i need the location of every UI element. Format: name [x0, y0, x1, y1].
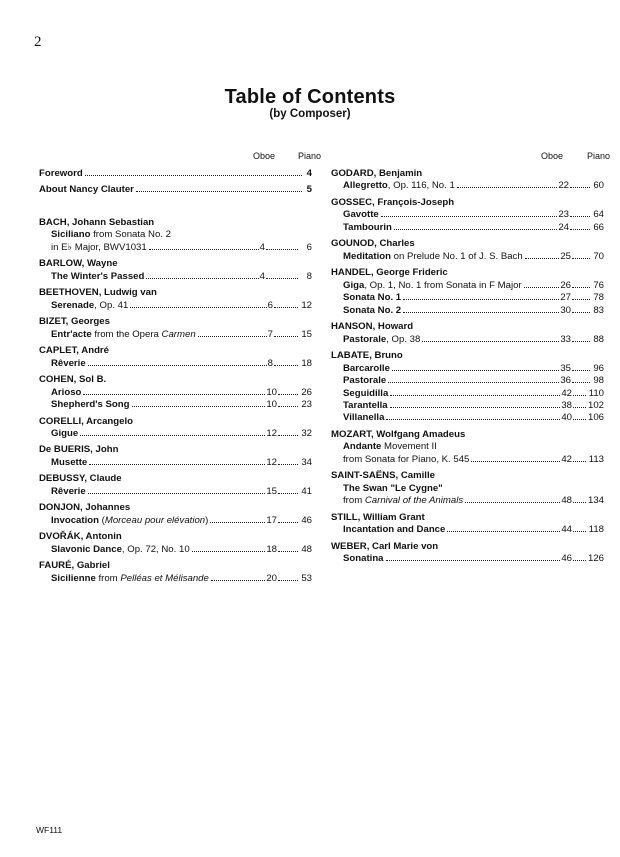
toc-entry[interactable]: Sonata No. 1 27 78 — [343, 292, 604, 304]
toc-entry[interactable]: Rêverie 15 41 — [51, 485, 312, 497]
composer-name: CAPLET, André — [39, 345, 110, 357]
section-gap — [39, 197, 312, 213]
toc-entry[interactable]: Gigue 12 32 — [51, 427, 312, 439]
toc-entry[interactable]: Villanella 40 106 — [343, 412, 604, 424]
toc-entry[interactable]: Entr'acte from the Opera Carmen 7 15 — [51, 328, 312, 340]
composer-name: MOZART, Wolfgang Amadeus — [331, 428, 466, 440]
toc-entry[interactable]: Serenade, Op. 41 6 12 — [51, 299, 312, 311]
right-col-piano-header: Piano — [587, 151, 611, 161]
toc-entry[interactable]: from Carnival of the Animals 48 134 — [343, 495, 604, 507]
toc-entry[interactable]: Slavonic Dance, Op. 72, No. 10 18 48 — [51, 543, 312, 555]
toc-entry[interactable]: Sonata No. 2 30 83 — [343, 304, 604, 316]
toc-entry[interactable]: Musette 12 34 — [51, 456, 312, 468]
toc-entry[interactable]: Incantation and Dance 44 118 — [343, 524, 604, 536]
composer-name: DVOŘÁK, Antonin — [39, 531, 122, 543]
toc-entry[interactable]: Gavotte 23 64 — [343, 209, 604, 221]
toc-entry[interactable]: Pastorale 36 98 — [343, 375, 604, 387]
composer-name: GOUNOD, Charles — [331, 238, 415, 250]
toc-entry[interactable]: Rêverie 8 18 — [51, 357, 312, 369]
work-title: Siciliano from Sonata No. 2 — [51, 229, 171, 241]
composer-name: DEBUSSY, Claude — [39, 473, 122, 485]
composer-name: De BUERIS, John — [39, 444, 119, 456]
right-col-oboe-header: Oboe — [541, 151, 564, 161]
page-number: 2 — [34, 34, 42, 50]
page-title: Table of Contents — [224, 86, 396, 108]
toc-entry[interactable]: Tarantella 38 102 — [343, 399, 604, 411]
toc-entry[interactable]: Barcarolle 35 96 — [343, 362, 604, 374]
composer-name: BIZET, Georges — [39, 316, 110, 328]
toc-entry[interactable]: Invocation (Morceau pour elévation) 17 46 — [51, 514, 312, 526]
toc-entry-foreword[interactable]: Foreword 4 — [39, 168, 312, 179]
footer-code: WF111 — [36, 825, 63, 835]
toc-entry[interactable]: Tambourin 24 66 — [343, 221, 604, 233]
toc-left-column — [39, 168, 312, 585]
composer-name: BEETHOVEN, Ludwig van — [39, 287, 157, 299]
composer-name: BARLOW, Wayne — [39, 258, 118, 270]
work-title: Andante Movement II — [343, 441, 437, 453]
toc-entry[interactable]: Sicilienne from Pelléas et Mélisande 20 53 — [51, 572, 312, 584]
composer-name: SAINT-SAËNS, Camille — [331, 470, 435, 482]
toc-entry[interactable]: Seguidilla 42 110 — [343, 387, 604, 399]
left-col-piano-header: Piano — [298, 151, 322, 161]
toc-entry[interactable]: Sonatina 46 126 — [343, 553, 604, 565]
composer-name: DONJON, Johannes — [39, 502, 131, 514]
toc-entry[interactable]: Meditation on Prelude No. 1 of J. S. Bach 25 70 — [343, 250, 604, 262]
toc-entry[interactable]: Allegretto, Op. 116, No. 1 22 60 — [343, 180, 604, 192]
toc-entry[interactable]: in E♭ Major, BWV1031 4 6 — [51, 241, 312, 253]
page-subtitle: (by Composer) — [269, 108, 351, 120]
composer-name: GODARD, Benjamin — [331, 168, 423, 179]
composer-name: STILL, William Grant — [331, 511, 425, 523]
composer-name: CORELLI, Arcangelo — [39, 415, 133, 427]
toc-entry[interactable]: Arioso 10 26 — [51, 386, 312, 398]
toc-entry[interactable]: from Sonata for Piano, K. 545 42 113 — [343, 453, 604, 465]
toc-right-column — [331, 168, 604, 566]
toc-entry[interactable]: The Winter's Passed 4 8 — [51, 270, 312, 282]
composer-name: HANSON, Howard — [331, 321, 414, 333]
toc-entry[interactable]: Giga, Op. 1, No. 1 from Sonata in F Major 26 76 — [343, 279, 604, 291]
composer-name: COHEN, Sol B. — [39, 374, 107, 386]
title-block — [0, 86, 620, 120]
toc-entry[interactable]: Shepherd's Song 10 23 — [51, 399, 312, 411]
toc-entry[interactable]: Pastorale, Op. 38 33 88 — [343, 333, 604, 345]
left-col-oboe-header: Oboe — [253, 151, 276, 161]
work-title: The Swan "Le Cygne" — [343, 482, 443, 494]
composer-name: LABATE, Bruno — [331, 350, 403, 362]
toc-entry-about[interactable]: About Nancy Clauter 5 — [39, 184, 312, 196]
composer-name: BACH, Johann Sebastian — [39, 216, 155, 228]
composer-name: WEBER, Carl Marie von — [331, 540, 439, 552]
composer-name: GOSSEC, François-Joseph — [331, 196, 455, 208]
composer-name: HANDEL, George Frideric — [331, 267, 448, 279]
composer-name: FAURÉ, Gabriel — [39, 560, 110, 572]
